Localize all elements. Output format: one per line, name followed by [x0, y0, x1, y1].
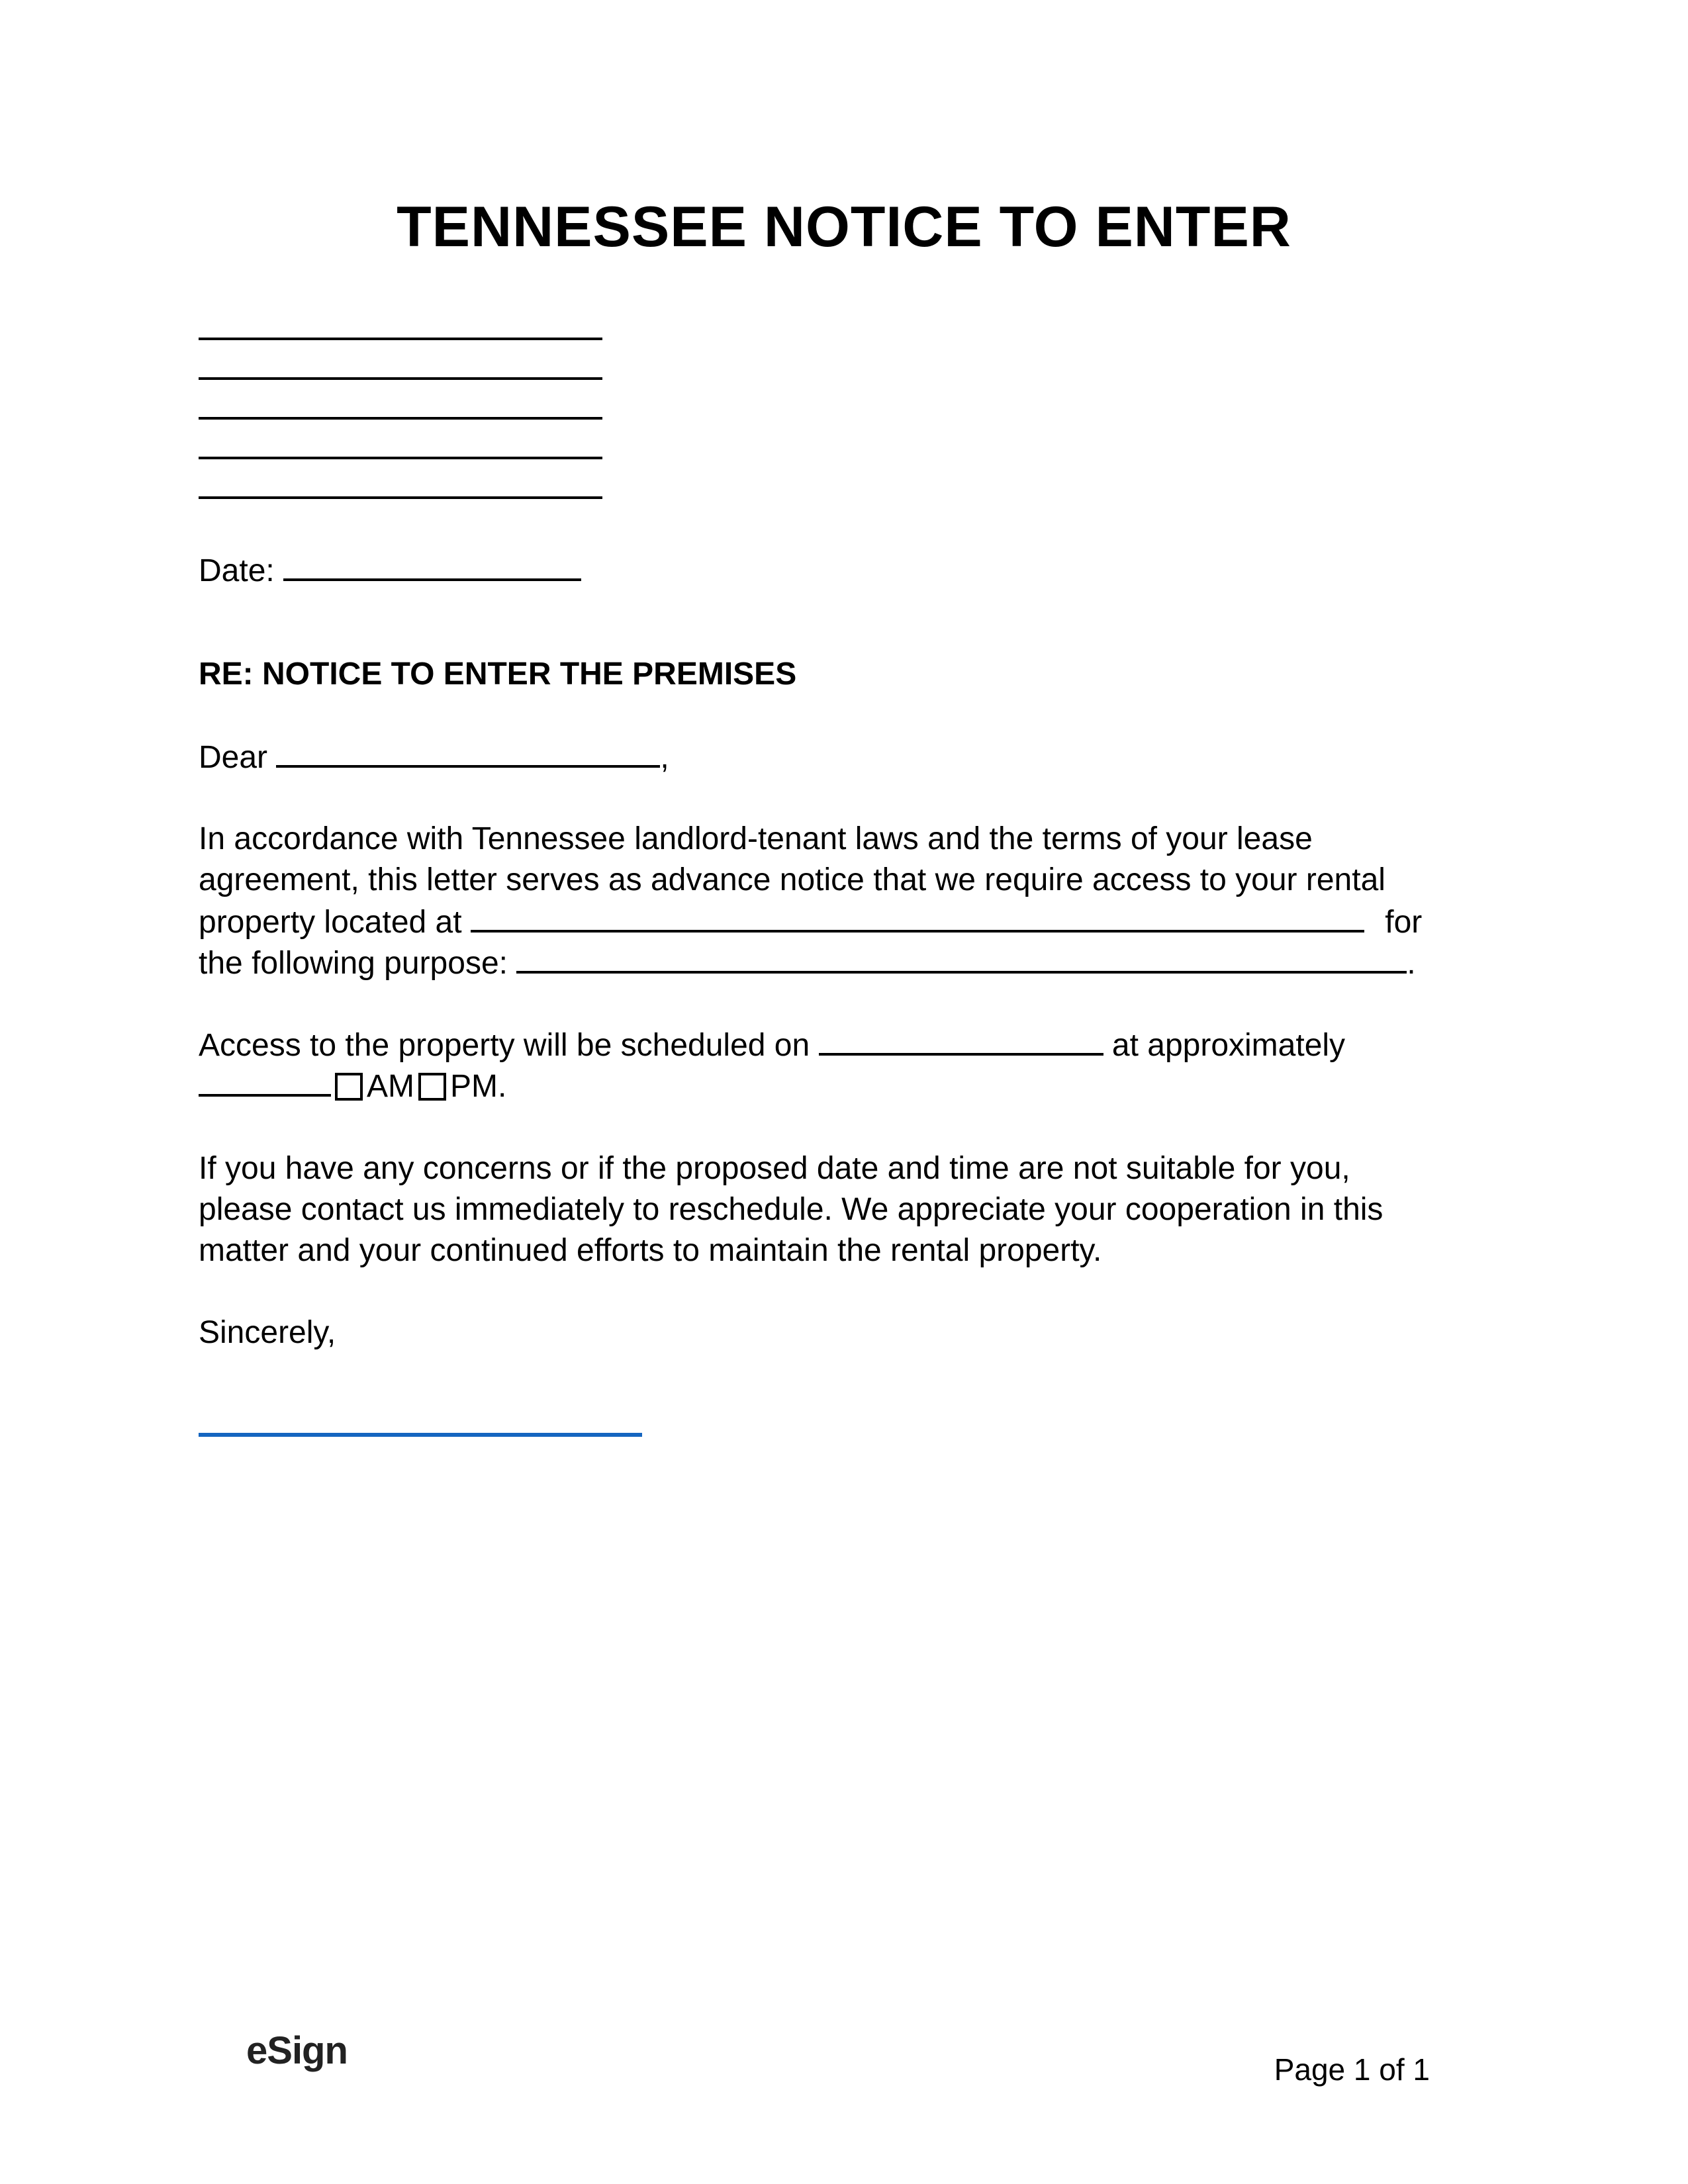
re-line: RE: NOTICE TO ENTER THE PREMISES — [199, 657, 797, 692]
para1-line1: In accordance with Tennessee landlord-tenant laws and the terms of your lease — [199, 821, 1313, 856]
property-address-field[interactable] — [471, 901, 1364, 933]
para1-line4 — [199, 942, 1416, 984]
address-line-5[interactable] — [199, 496, 602, 499]
para2-line2 — [199, 1065, 506, 1107]
tenant-name-field[interactable] — [276, 736, 660, 768]
address-line-1[interactable] — [199, 338, 602, 340]
signature-line[interactable] — [199, 1433, 642, 1437]
date-row — [199, 549, 581, 592]
date-field[interactable] — [283, 549, 581, 581]
para3-line2: please contact us immediately to reschedule. We appreciate your cooperation in this — [199, 1192, 1383, 1227]
para3-line1: If you have any concerns or if the proposed date and time are not suitable for you, — [199, 1151, 1350, 1186]
date-label: Date: — [199, 553, 275, 588]
para2-line1 — [199, 1024, 1345, 1066]
purpose-label: the following purpose: — [199, 946, 508, 981]
schedule-date-field[interactable] — [819, 1024, 1103, 1056]
para3-line3: matter and your continued efforts to maintain the rental property. — [199, 1233, 1102, 1268]
purpose-field[interactable] — [516, 942, 1407, 974]
document-title: TENNESSEE NOTICE TO ENTER — [397, 195, 1291, 259]
para1-line2: agreement, this letter serves as advance notice that we require access to your rental — [199, 862, 1385, 897]
pm-checkbox[interactable] — [418, 1073, 446, 1101]
property-location-label: property located at — [199, 905, 462, 940]
closing: Sincerely, — [199, 1315, 336, 1350]
address-line-2[interactable] — [199, 377, 602, 380]
para1-line3 — [199, 901, 1422, 943]
pm-label: PM. — [450, 1069, 507, 1104]
salutation-label: Dear — [199, 740, 268, 775]
schedule-label: Access to the property will be scheduled on — [199, 1028, 810, 1063]
am-label: AM — [367, 1069, 414, 1104]
page-number: Page 1 of 1 — [1274, 2052, 1430, 2087]
approx-label: at approximately — [1111, 1028, 1346, 1063]
esign-logo: eSign — [246, 2029, 348, 2072]
for-label: for — [1385, 905, 1423, 940]
salutation-row — [199, 736, 669, 778]
salutation-comma: , — [660, 740, 669, 775]
am-checkbox[interactable] — [335, 1073, 363, 1101]
address-line-3[interactable] — [199, 417, 602, 420]
time-field[interactable] — [199, 1065, 331, 1097]
purpose-period: . — [1407, 946, 1416, 981]
address-line-4[interactable] — [199, 457, 602, 459]
